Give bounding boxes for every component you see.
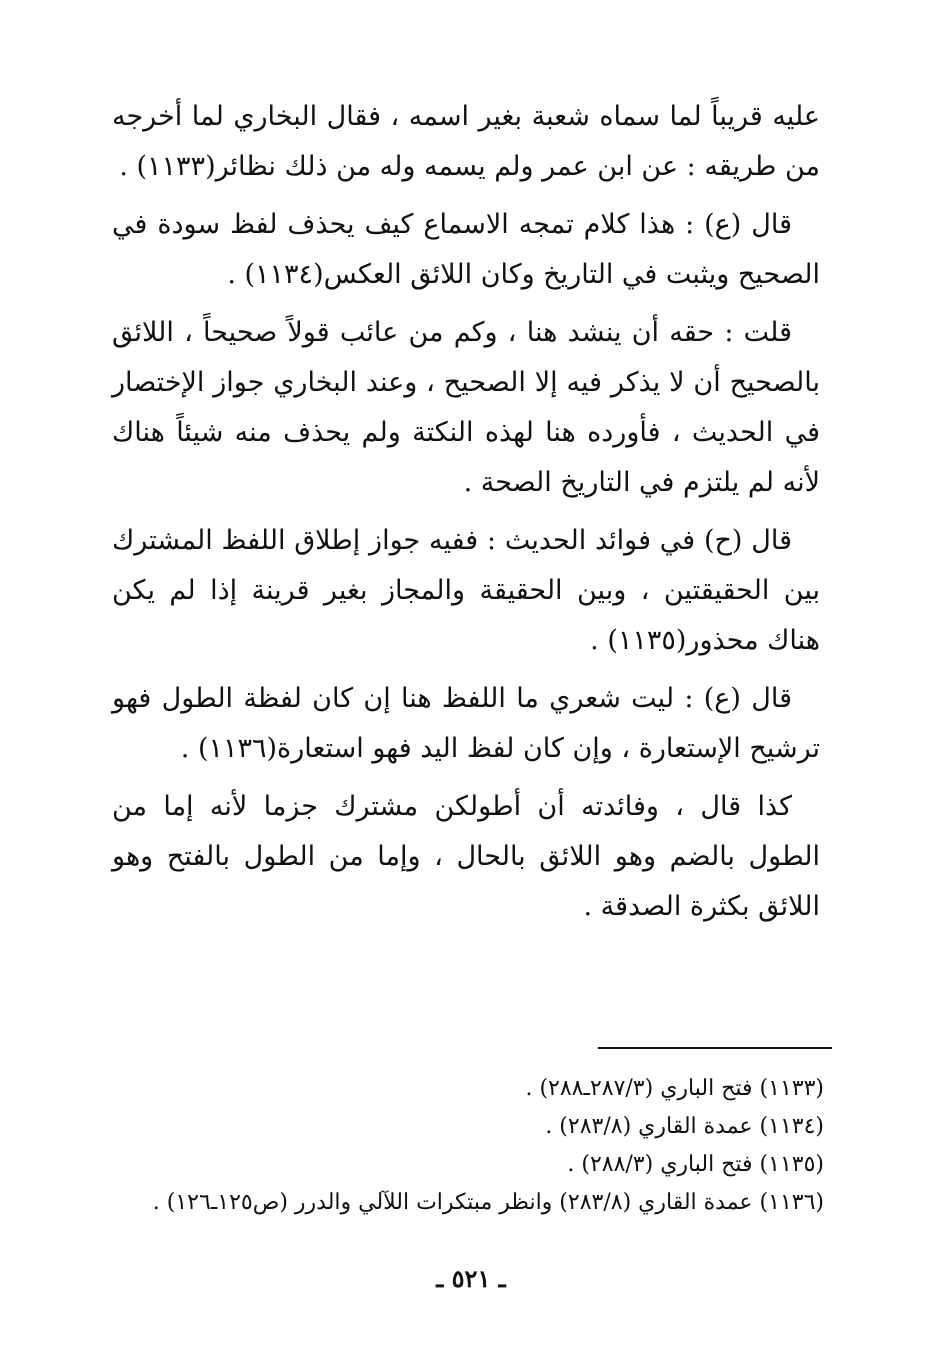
paragraph-2: قال (ع) : هذا كلام تمجه الاسماع كيف يحذف لفظ سودة في الصحيح ويثبت في التاريخ وكان اللائق العكس(١١٣٤) . xyxy=(112,209,820,290)
footnote-1133: (١١٣٣) فتح الباري (٢٨٧/٣ـ٢٨٨) . xyxy=(525,1076,824,1101)
paragraph-4: قال (ح) في فوائد الحديث : ففيه جواز إطلاق اللفظ المشترك بين الحقيقتين ، وبين الحقيقة والمجاز بغير قرينة إذا لم يكن هناك محذور(١١٣٥) . xyxy=(112,525,820,656)
page-number: ـ ٥٢١ ـ xyxy=(436,1264,506,1293)
paragraph-6: كذا قال ، وفائدته أن أطولكن مشترك جزما لأنه إما من الطول بالضم وهو اللائق بالحال ، وإما من الطول بالفتح وهو اللائق بكثرة الصدقة . xyxy=(112,791,820,922)
paragraph-3: قلت : حقه أن ينشد هنا ، وكم من عائب قولاً صحيحاً ، اللائق بالصحيح أن لا يذكر فيه إلا الصحيح ، وعند البخاري جواز الإختصار في الحديث ، فأورده هنا لهذه النكتة ولم يحذف منه شيئاً هناك لأنه لم يلتزم في التاريخ الصحة . xyxy=(112,317,820,498)
footnote-1134: (١١٣٤) عمدة القاري (٢٨٣/٨) . xyxy=(545,1114,824,1139)
body-text xyxy=(112,92,820,940)
footnote-1136: (١١٣٦) عمدة القاري (٢٨٣/٨) وانظر مبتكرات اللآلي والدرر (ص١٢٥ـ١٢٦) . xyxy=(152,1190,824,1215)
paragraph-5: قال (ع) : ليت شعري ما اللفظ هنا إن كان لفظة الطول فهو ترشيح الإستعارة ، وإن كان لفظ اليد فهو استعارة(١١٣٦) . xyxy=(112,683,820,764)
paragraph-1: عليه قريباً لما سماه شعبة بغير اسمه ، فقال البخاري لما أخرجه من طريقه : عن ابن عمر ولم يسمه وله من ذلك نظائر(١١٣٣) . xyxy=(112,101,820,182)
footnotes xyxy=(124,1070,824,1222)
footnote-1135: (١١٣٥) فتح الباري (٢٨٨/٣) . xyxy=(567,1152,824,1177)
footnote-divider xyxy=(598,1047,832,1049)
